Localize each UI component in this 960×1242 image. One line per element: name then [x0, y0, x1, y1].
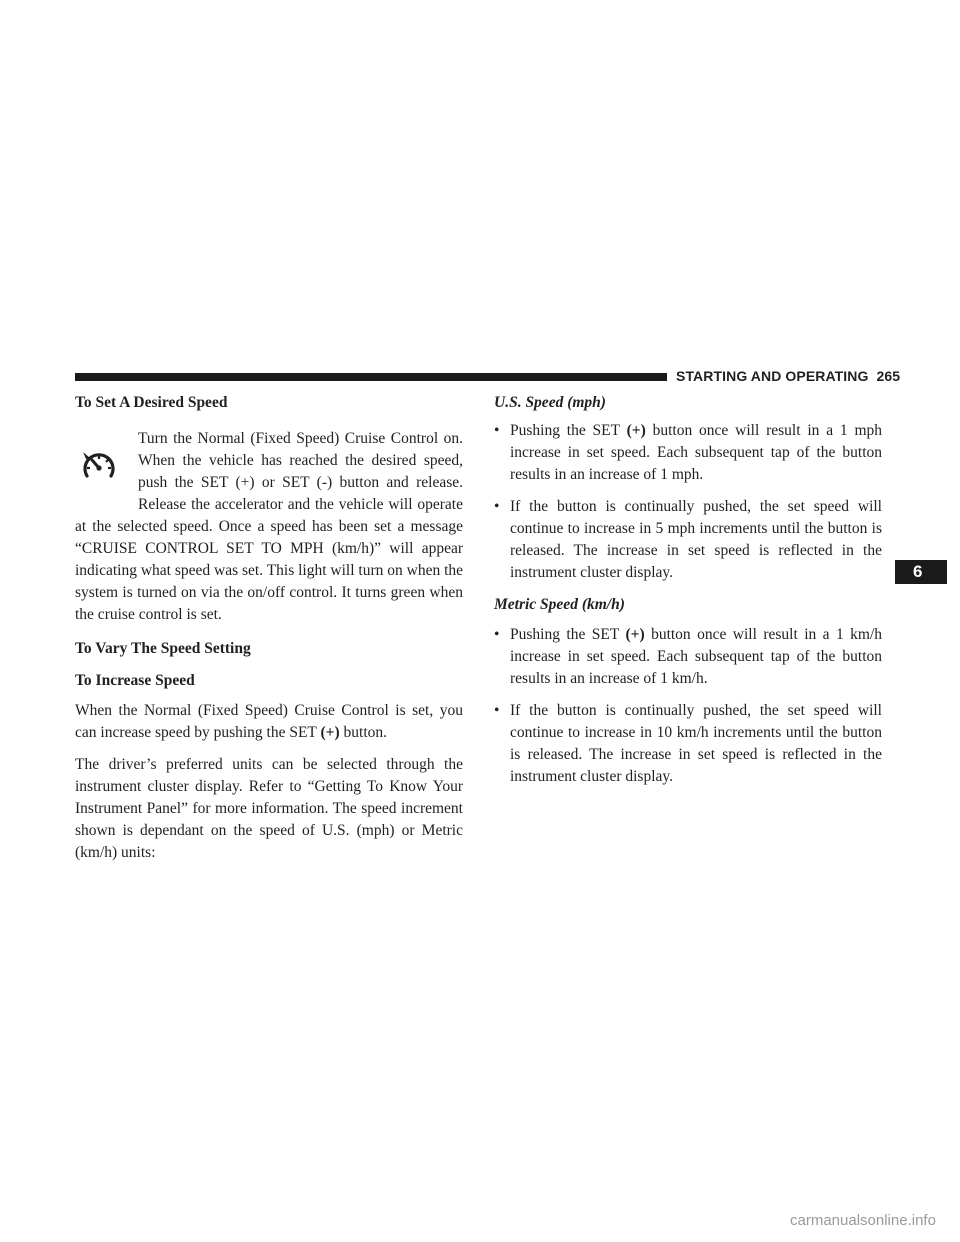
- list-item: [494, 700, 882, 788]
- bullet-text: Pushing the SET: [510, 422, 620, 439]
- set-plus-label: (+): [625, 626, 645, 643]
- list-item: [494, 624, 882, 690]
- intro-paragraph: Turn the Normal (Fixed Speed) Cruise Control on. When the vehicle has reached the desired speed, push the SET (+) or SET (-) button and release. Release the accelerator and the vehicle will operate at the selected speed. Once a speed has been set a message “CRUISE CONTROL SET TO MPH (km/h)” will appear indicating what speed was set. This light will turn on when the system is turned on via the on/off control. It turns green when the cruise control is set.: [75, 430, 464, 623]
- set-plus-label: (+): [320, 724, 340, 741]
- chapter-tab: 6: [895, 560, 947, 584]
- heading-vary-speed: To Vary The Speed Setting: [75, 640, 251, 657]
- bullet-text: If the button is continually pushed, the set speed will continue to increase in 5 mph increments until the button is released. The increase in set speed is reflected in the instrument cluster display.: [510, 498, 882, 581]
- heading-metric-speed: Metric Speed (km/h): [494, 596, 625, 613]
- bullet: •: [494, 422, 500, 439]
- bullet-text: If the button is continually pushed, the set speed will continue to increase in 10 km/h increments until the button is released. The increase in set speed is reflected in the instrument cluster display.: [510, 702, 882, 785]
- bullet-text: Pushing the SET: [510, 626, 620, 643]
- bullet-text-tail: button once will result in a 1 km/h increase in set speed. Each subsequent tap of the button results in an increase of 1 km/h.: [510, 626, 883, 687]
- paragraph-units: The driver’s preferred units can be selected through the instrument cluster display. Refer to “Getting To Know Your Instrument Panel” for more information. The speed increment shown is dependant on the speed of U.S. (mph) or Metric (km/h) units:: [75, 756, 463, 861]
- right-column: [494, 392, 882, 788]
- bullet: •: [494, 702, 500, 719]
- watermark: carmanualsonline.info: [790, 1212, 936, 1229]
- paragraph-increase: [75, 700, 463, 744]
- running-header: [676, 368, 900, 384]
- cruise-control-indicator-icon: [75, 432, 138, 502]
- set-plus-label: (+): [626, 422, 646, 439]
- header-rule: [75, 373, 667, 381]
- heading-us-speed: U.S. Speed (mph): [494, 394, 606, 411]
- list-item: [494, 420, 882, 486]
- page-number: 265: [876, 368, 901, 384]
- section-title: STARTING AND OPERATING: [676, 368, 869, 384]
- us-bullet-list: [494, 420, 882, 584]
- metric-bullet-list: [494, 624, 882, 788]
- heading-increase-speed: To Increase Speed: [75, 672, 195, 689]
- bullet: •: [494, 626, 500, 643]
- heading-set-desired-speed: To Set A Desired Speed: [75, 394, 228, 411]
- para1-text: When the Normal (Fixed Speed) Cruise Control is set, you can increase speed by pushing the SET: [75, 702, 463, 741]
- bullet-text-tail: button once will result in a 1 mph increase in set speed. Each subsequent tap of the button results in an increase of 1 mph.: [510, 422, 883, 483]
- intro-block: [75, 428, 463, 626]
- para1-tail: button.: [343, 724, 388, 741]
- bullet: •: [494, 498, 500, 515]
- list-item: [494, 496, 882, 584]
- left-column: [75, 392, 463, 864]
